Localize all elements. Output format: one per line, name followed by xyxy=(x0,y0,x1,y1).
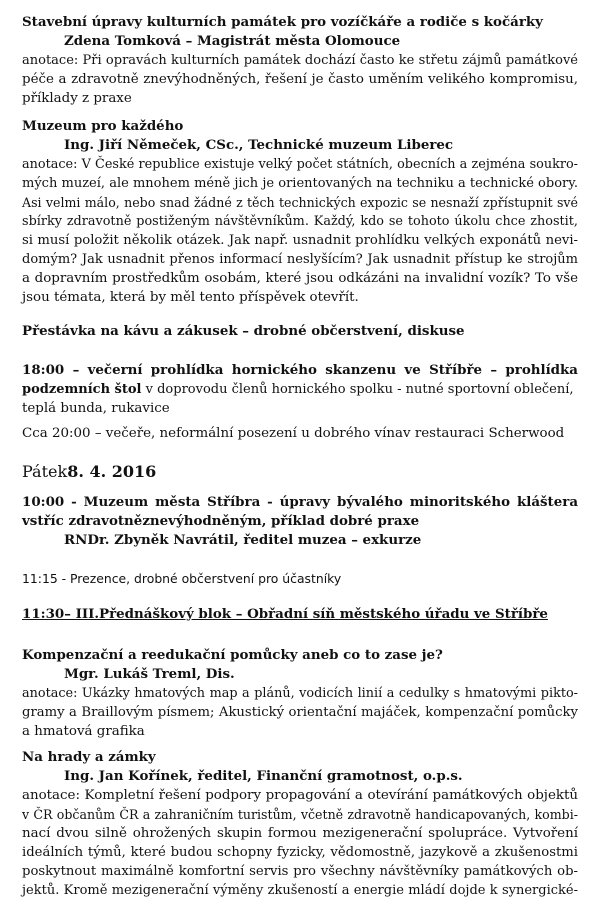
museum-line-1: 10:00 - Muzeum města Stříbra - úpravy bývalého minoritského kláštera xyxy=(22,494,578,510)
talk-title: Stavební úpravy kulturních památek pro vozíčkáře a rodiče s kočárky xyxy=(22,14,543,30)
annotation-line: anotace: Ukázky hmatových map a plánů, vodicích linií a cedulky s hmatovými pikto- xyxy=(22,686,578,701)
talk-title: Kompenzační a reedukační pomůcky aneb co to zase je? xyxy=(22,647,443,663)
evening-line-3: teplá bunda, rukavice xyxy=(22,401,170,416)
annotation-line: gramy a Braillovým písmem; Akustický orientační majáček, kompenzační pomůcky xyxy=(22,705,578,720)
annotation-line: domým? Jak usnadnit přenos informací neslyšícím? Jak usnadnit přístup ke strojům xyxy=(22,252,578,267)
dinner-note: Cca 20:00 – večeře, neformální posezení u dobrého vínav restauraci Scherwood xyxy=(22,426,565,441)
talk-speaker: Ing. Jiří Němeček, CSc., Technické muzeum Liberec xyxy=(64,137,454,153)
annotation-line: v ČR občanům ČR a zahraničním turistům, včetně zdravotně handicapovaných, kombi- xyxy=(22,807,578,822)
day-line xyxy=(22,462,578,482)
day-label: Pátek xyxy=(22,462,68,481)
evening-line-2 xyxy=(22,381,578,398)
annotation-line: anotace: V České republice existuje velký počet státních, obecních a zejména soukro- xyxy=(22,157,578,172)
evening-line-2-rest: v doprovodu členů hornického spolku - nutné sportovní oblečení, xyxy=(141,382,574,397)
annotation-line: sbírky zdravotně postiženým návštěvníkům. Každý, kdo se tohoto úkolu chce zhostit, xyxy=(22,214,578,229)
annotation-line: a dopravním prostředkům osobám, které jsou odkázáni na invalidní vozík? To vše xyxy=(22,271,578,286)
annotation-line: péče a zdravotně znevýhodněných, řešení je často uměním velikého kompromisu, xyxy=(22,72,578,87)
break-text: Přestávka na kávu a zákusek – drobné občerstvení, diskuse xyxy=(22,323,465,339)
annotation-line: anotace: Při opravách kulturních památek dochází často ke střetu zájmů památkové xyxy=(22,53,578,68)
evening-tunnels: podzemních štol xyxy=(22,382,142,397)
talk-speaker: Ing. Jan Kořínek, ředitel, Finanční gramotnost, o.p.s. xyxy=(64,768,463,784)
block-heading: 11:30– III.Přednáškový blok – Obřadní síň městského úřadu ve Stříbře xyxy=(22,606,548,622)
annotation-line: příklady z praxe xyxy=(22,91,132,106)
annotation-line: mých muzeí, ale mnohem méně jich je orientovaných na techniku a technické obory. xyxy=(22,176,578,191)
annotation-line: nací dvou silně ohrožených skupin formou mezigenerační spolupráce. Vytvoření xyxy=(22,826,578,841)
day-date: 8. 4. 2016 xyxy=(67,462,157,481)
annotation-line: anotace: Kompletní řešení podpory propagování a otevírání památkových objektů xyxy=(22,788,578,803)
annotation-line: Asi velmi málo, nebo snad žádné z těch technických expozic se nesnaží zpřístupnit své xyxy=(22,195,578,210)
evening-line-1: 18:00 – večerní prohlídka hornického skanzenu ve Stříbře – prohlídka xyxy=(22,362,578,378)
talk-title: Na hrady a zámky xyxy=(22,749,156,765)
annotation-line: jsou témata, která by měl tento příspěvek otevřít. xyxy=(22,290,359,305)
annotation-line: jektů. Kromě mezigenerační výměny zkušeností a energie mládí dojde k synergické- xyxy=(22,883,578,898)
museum-speaker: RNDr. Zbyněk Navrátil, ředitel muzea – exkurze xyxy=(64,532,422,548)
talk-speaker: Zdena Tomková – Magistrát města Olomouce xyxy=(64,33,401,49)
talk-speaker: Mgr. Lukáš Treml, Dis. xyxy=(64,666,235,682)
registration-text: 11:15 - Prezence, drobné občerstvení pro účastníky xyxy=(22,571,342,586)
annotation-line: ideálních týmů, které budou schopny fyzicky, vědomostně, jazykově a zkušenostmi xyxy=(22,845,578,860)
annotation-line: a hmatová grafika xyxy=(22,724,145,739)
annotation-line: si musí položit několik otázek. Jak např. usnadnit prohlídku velkých exponátů nevi- xyxy=(22,233,578,248)
museum-line-2: vstříc zdravotněznevýhodněným, příklad dobré praxe xyxy=(22,513,420,529)
talk-title: Muzeum pro každého xyxy=(22,118,184,134)
annotation-line: poskytnout maximálně komfortní servis pro všechny návštěvníky památkových ob- xyxy=(22,864,578,879)
